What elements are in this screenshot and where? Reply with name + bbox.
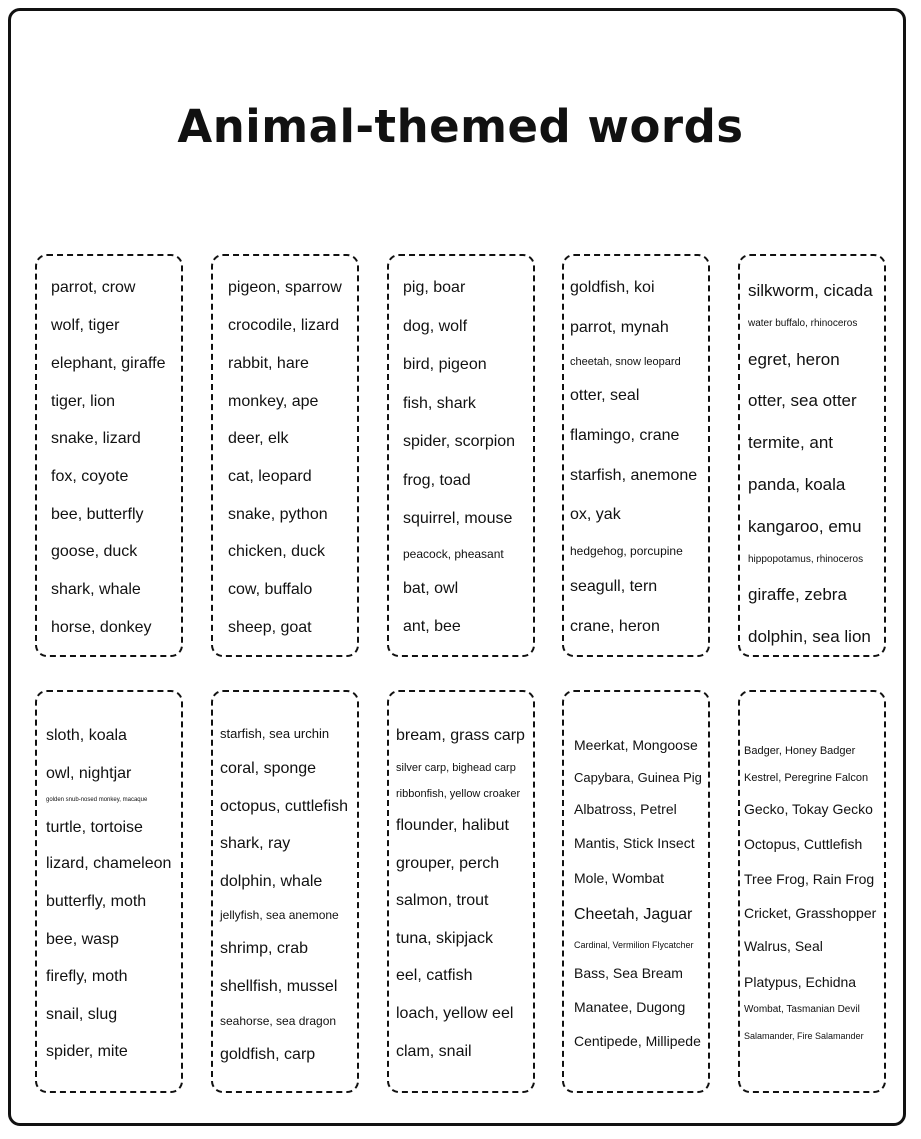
word-pair: rabbit, hare xyxy=(228,355,309,372)
word-card xyxy=(387,254,535,657)
word-pair: sloth, koala xyxy=(46,727,127,744)
word-pair: dolphin, whale xyxy=(220,873,323,890)
word-pair: coral, sponge xyxy=(220,760,317,777)
word-pair: Meerkat, Mongoose xyxy=(574,737,698,753)
word-pair: flounder, halibut xyxy=(396,817,509,834)
word-pair: termite, ant xyxy=(748,432,834,452)
word-pair: Cardinal, Vermilion Flycatcher xyxy=(574,939,694,950)
word-pair: lizard, chameleon xyxy=(46,855,172,872)
word-card xyxy=(211,690,359,1093)
word-pair: Kestrel, Peregrine Falcon xyxy=(744,771,869,784)
word-pair: Cricket, Grasshopper xyxy=(744,905,877,921)
word-pair: spider, scorpion xyxy=(403,433,516,450)
word-pair: Tree Frog, Rain Frog xyxy=(744,871,875,887)
word-pair: golden snub-nosed monkey, macaque xyxy=(46,797,148,803)
word-pair: snake, lizard xyxy=(51,430,141,447)
word-pair: giraffe, zebra xyxy=(748,584,847,604)
word-pair: peacock, pheasant xyxy=(403,547,504,561)
word-pair: cat, leopard xyxy=(228,468,312,485)
word-pair: parrot, mynah xyxy=(570,319,669,336)
word-card xyxy=(387,690,535,1093)
word-pair: dog, wolf xyxy=(403,318,468,335)
word-pair: fox, coyote xyxy=(51,468,129,485)
word-card xyxy=(35,690,183,1093)
word-card xyxy=(738,690,886,1093)
word-pair: seagull, tern xyxy=(570,578,658,595)
word-pair: butterfly, moth xyxy=(46,893,147,910)
word-card xyxy=(738,254,886,657)
word-pair: Capybara, Guinea Pig xyxy=(574,769,702,785)
word-pair: starfish, anemone xyxy=(570,467,698,484)
word-pair: cow, buffalo xyxy=(228,581,313,598)
word-pair: turtle, tortoise xyxy=(46,819,143,836)
word-pair: horse, donkey xyxy=(51,619,152,636)
word-pair: monkey, ape xyxy=(228,393,319,410)
word-pair: firefly, moth xyxy=(46,968,128,985)
word-pair: pig, boar xyxy=(403,279,466,296)
word-pair: seahorse, sea dragon xyxy=(220,1014,337,1028)
page-title: Animal-themed words xyxy=(177,100,744,153)
word-pair: dolphin, sea lion xyxy=(748,626,871,646)
word-pair: ribbonfish, yellow croaker xyxy=(396,787,521,800)
word-pair: tuna, skipjack xyxy=(396,930,493,947)
word-pair: ox, yak xyxy=(570,506,621,523)
word-pair: squirrel, mouse xyxy=(403,510,513,527)
word-pair: bat, owl xyxy=(403,580,459,597)
word-pair: flamingo, crane xyxy=(570,427,680,444)
word-pair: grouper, perch xyxy=(396,855,500,872)
word-pair: pigeon, sparrow xyxy=(228,279,342,296)
word-pair: frog, toad xyxy=(403,472,471,489)
word-pair: fish, shark xyxy=(403,395,476,412)
word-pair: shark, ray xyxy=(220,835,291,852)
word-pair: salmon, trout xyxy=(396,892,489,909)
word-pair: Albatross, Petrel xyxy=(574,801,677,817)
word-pair: crocodile, lizard xyxy=(228,317,340,334)
word-pair: bird, pigeon xyxy=(403,356,487,373)
word-pair: parrot, crow xyxy=(51,279,136,296)
word-pair: hippopotamus, rhinoceros xyxy=(748,554,864,565)
word-pair: crane, heron xyxy=(570,618,660,635)
word-card xyxy=(562,690,710,1093)
word-pair: otter, seal xyxy=(570,387,640,404)
word-pair: snake, python xyxy=(228,506,328,523)
word-pair: bream, grass carp xyxy=(396,727,525,744)
word-pair: goldfish, carp xyxy=(220,1046,316,1063)
word-pair: panda, koala xyxy=(748,474,846,494)
word-pair: Centipede, Millipede xyxy=(574,1033,701,1049)
word-pair: snail, slug xyxy=(46,1006,118,1023)
word-pair: owl, nightjar xyxy=(46,765,132,782)
word-pair: Mole, Wombat xyxy=(574,870,664,886)
word-pair: water buffalo, rhinoceros xyxy=(748,318,858,329)
word-card xyxy=(562,254,710,657)
word-pair: sheep, goat xyxy=(228,619,312,636)
word-pair: eel, catfish xyxy=(396,967,473,984)
word-pair: bee, butterfly xyxy=(51,506,144,523)
word-pair: Mantis, Stick Insect xyxy=(574,835,695,851)
word-card xyxy=(35,254,183,657)
word-pair: Wombat, Tasmanian Devil xyxy=(744,1004,860,1015)
word-pair: Badger, Honey Badger xyxy=(744,744,856,757)
word-card xyxy=(211,254,359,657)
word-pair: cheetah, snow leopard xyxy=(570,355,681,368)
word-pair: deer, elk xyxy=(228,430,289,447)
word-pair: wolf, tiger xyxy=(51,317,120,334)
word-pair: Cheetah, Jaguar xyxy=(574,906,693,923)
word-pair: Gecko, Tokay Gecko xyxy=(744,801,873,817)
word-pair: loach, yellow eel xyxy=(396,1005,514,1022)
word-pair: silver carp, bighead carp xyxy=(396,761,516,774)
word-pair: otter, sea otter xyxy=(748,390,857,410)
word-pair: Walrus, Seal xyxy=(744,938,823,954)
word-pair: bee, wasp xyxy=(46,931,119,948)
word-pair: goldfish, koi xyxy=(570,279,655,296)
word-pair: silkworm, cicada xyxy=(748,280,873,300)
word-pair: hedgehog, porcupine xyxy=(570,544,683,558)
word-pair: kangaroo, emu xyxy=(748,516,862,536)
word-pair: chicken, duck xyxy=(228,543,325,560)
word-pair: octopus, cuttlefish xyxy=(220,798,349,815)
word-pair: Salamander, Fire Salamander xyxy=(744,1030,864,1041)
word-pair: egret, heron xyxy=(748,349,840,369)
word-pair: Bass, Sea Bream xyxy=(574,965,683,981)
word-pair: goose, duck xyxy=(51,543,138,560)
word-pair: shellfish, mussel xyxy=(220,978,338,995)
word-pair: elephant, giraffe xyxy=(51,355,166,372)
word-pair: clam, snail xyxy=(396,1043,472,1060)
word-pair: Octopus, Cuttlefish xyxy=(744,836,863,852)
word-pair: shark, whale xyxy=(51,581,141,598)
word-pair: Platypus, Echidna xyxy=(744,974,857,990)
word-pair: Manatee, Dugong xyxy=(574,999,686,1015)
word-pair: shrimp, crab xyxy=(220,940,309,957)
word-pair: tiger, lion xyxy=(51,393,116,410)
word-pair: ant, bee xyxy=(403,618,461,635)
word-pair: starfish, sea urchin xyxy=(220,725,330,741)
word-pair: spider, mite xyxy=(46,1043,128,1060)
word-pair: jellyfish, sea anemone xyxy=(220,908,339,922)
